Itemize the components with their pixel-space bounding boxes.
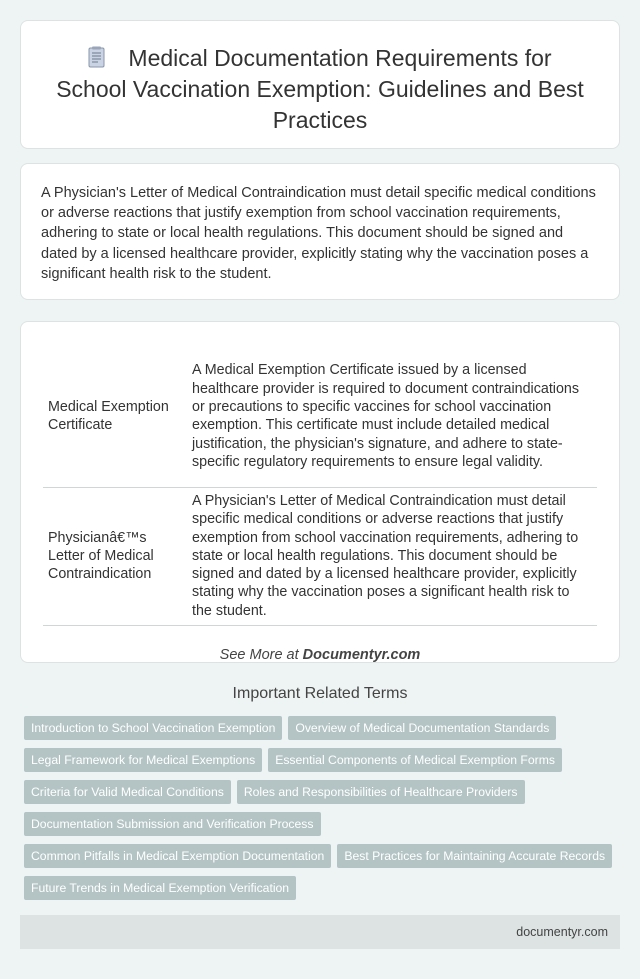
page-title	[51, 43, 589, 136]
related-term-tag[interactable]: Essential Components of Medical Exemption Forms	[268, 748, 562, 772]
related-terms-heading: Important Related Terms	[232, 685, 408, 702]
page-title-text: Medical Documentation Requirements for School Vaccination Exemption: Guidelines and Best Practices	[56, 45, 584, 133]
related-term-tag[interactable]: Future Trends in Medical Exemption Verification	[24, 876, 296, 900]
related-terms-section	[20, 685, 620, 900]
see-more-prefix: See More at	[219, 646, 303, 663]
related-term-tag[interactable]: Overview of Medical Documentation Standards	[288, 716, 556, 740]
table-row	[43, 487, 597, 625]
see-more-site: Documentyr.com	[302, 646, 421, 663]
summary-text: A Physician's Letter of Medical Contraindication must detail specific medical conditions or adverse reactions that justify exemption from school vaccination requirements, adhering to state or local health regulations. This document should be signed and dated by a licensed healthcare provider, explicitly stating why the vaccination poses a significant health risk to the student.	[41, 185, 596, 282]
related-term-tag[interactable]: Legal Framework for Medical Exemptions	[24, 748, 262, 772]
description-cell: A Medical Exemption Certificate issued by a licensed healthcare provider is required to document contraindications or precautions to specific vaccines for school vaccination exemption. This certificate must include detailed medical justification, the physician's signature, and adhere to state-specific regulatory requirements to ensure legal validity.	[188, 346, 597, 487]
related-term-tag[interactable]: Roles and Responsibilities of Healthcare Providers	[237, 780, 525, 804]
footer-site-link[interactable]: documentyr.com	[516, 925, 608, 939]
related-term-tag[interactable]: Criteria for Valid Medical Conditions	[24, 780, 231, 804]
definitions-card	[20, 321, 620, 663]
document-icon	[88, 46, 106, 68]
related-term-tag[interactable]: Best Practices for Maintaining Accurate Records	[337, 844, 612, 868]
footer	[20, 915, 620, 949]
related-terms-list	[20, 716, 620, 900]
definitions-table	[43, 346, 597, 626]
see-more-link[interactable]	[43, 647, 597, 663]
related-term-tag[interactable]: Documentation Submission and Verification Process	[24, 812, 321, 836]
term-cell: Medical Exemption Certificate	[43, 346, 188, 487]
related-term-tag[interactable]: Introduction to School Vaccination Exemption	[24, 716, 282, 740]
summary-card	[20, 163, 620, 300]
term-cell: Physicianâ€™s Letter of Medical Contraindication	[43, 487, 188, 625]
description-cell: A Physician's Letter of Medical Contraindication must detail specific medical conditions or adverse reactions that justify exemption from school vaccination requirements, adhering to state or local health regulations. This document should be signed and dated by a licensed healthcare provider, explicitly stating why the vaccination poses a significant health risk to the student.	[188, 487, 597, 625]
table-row	[43, 346, 597, 487]
title-card	[20, 20, 620, 149]
related-term-tag[interactable]: Common Pitfalls in Medical Exemption Documentation	[24, 844, 331, 868]
